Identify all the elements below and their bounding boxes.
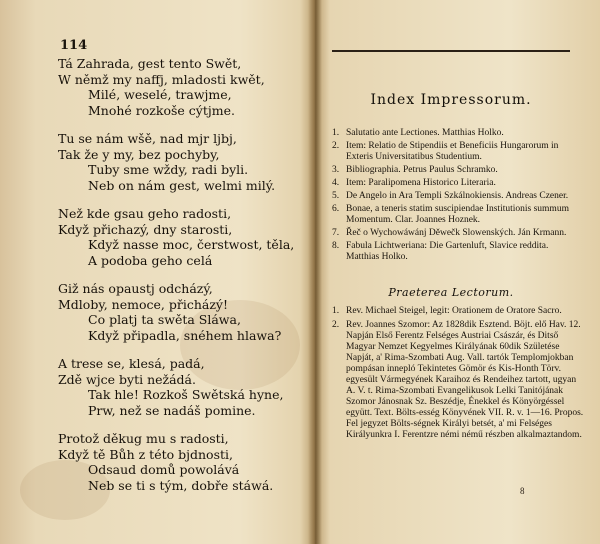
lector-item [332, 320, 584, 441]
index-item [332, 228, 582, 239]
poem-line: Neb on nám gest, welmi milý. [88, 177, 276, 193]
poem-stanza [58, 431, 308, 493]
poem-line: A podoba geho celá [88, 252, 213, 268]
poem-line: Mdloby, nemoce, přicházý! [58, 296, 228, 312]
lectors-list [332, 306, 584, 444]
poem-stanza [58, 206, 308, 268]
poem-line: Milé, weselé, trawjme, [88, 87, 232, 102]
index-list [332, 128, 582, 265]
index-item-number: 1. [332, 128, 340, 138]
poem-line: Co platj ta swěta Sláwa, [88, 312, 241, 327]
index-item-text: Item: Relatio de Stipendiis et Beneficiis Hungarorum in Exteris Universitatibus Studentium. [346, 141, 559, 162]
poem-line: Zdě wjce byti nežádá. [58, 371, 196, 387]
lector-item-number: 2. [332, 320, 340, 330]
lector-item [332, 306, 584, 317]
index-item [332, 241, 582, 263]
lector-item-text: Rev. Michael Steigel, legit: Orationem de Oratore Sacro. [346, 306, 562, 316]
right-page [318, 0, 600, 544]
poem-line: Tak že y my, bez pochyby, [58, 146, 220, 162]
poem-line: Tuby sme wždy, radi byli. [88, 162, 249, 177]
index-item-text: Bonae, a teneris statim suscipiendae Institutionis summum Momentum. Clar. Joannes Hoznek. [346, 204, 569, 225]
poem-line: Odsaud domů powolává [88, 462, 240, 477]
index-item [332, 178, 582, 189]
index-item [332, 191, 582, 202]
poem-line: Neb se ti s tým, dobře stáwá. [88, 477, 274, 493]
header-rule [332, 50, 570, 52]
poem-line: Giž nás opaustj odcházý, [58, 281, 213, 296]
poem-line: Protož děkug mu s radosti, [58, 431, 229, 446]
index-item [332, 165, 582, 176]
index-item-number: 8. [332, 241, 340, 251]
index-item-text: Item: Paralipomena Historico Literaria. [346, 178, 496, 188]
poem-line: Když připadla, snéhem hlawa? [88, 327, 282, 343]
poem-line: W němž my naffj, mladosti kwět, [58, 71, 265, 87]
poem-line: A trese se, klesá, padá, [58, 356, 205, 371]
index-title: Index Impressorum. [370, 92, 532, 108]
index-item-text: Salutatio ante Lectiones. Matthias Holko. [346, 128, 504, 138]
lector-item-text: Rev. Joannes Szomor: Az 1828dik Esztend. Böjt. elő Hav. 12. Napján Első Ferentz Felséges Austriai Császár, és Ditső Magyar Nemzet Kegyelmes Királyának 60dik Születése Napját, a' Rima-Szombati Aug. Vall. tartók Templomjokban pompásan innepló Tekintetes Gömör és Kis-Honth Törv. egyesült Vármegyének Karaihoz és Rendeihez tartott, ugyan A. V. t. Rima-Szombati Evangelikusok Lelki Tanitójának Szomor Jánosnak Sz. Beszédje, Énekkel és Könyörgéssel együtt. Text. Bölts-esség Könyvének VII. R. v. 1—16. Propos. Fel jegyzet Bölts-ségnek Királyi betsét, a' mi Felséges Királyunkra I. Ferentzre némi némű részben alkalmaztandom. [346, 320, 584, 440]
poem-stanza [58, 356, 308, 418]
poem-line: Prw, než se nadáš pomine. [88, 402, 256, 418]
poem-stanza [58, 281, 308, 343]
poem-line: Když přichazý, dny starosti, [58, 221, 233, 237]
index-item [332, 141, 582, 163]
poem-stanza [58, 131, 308, 193]
poem-stanza [58, 56, 308, 118]
poem-line: Mnohé rozkoše cýtjme. [88, 102, 235, 118]
index-item-text: Řeč o Wychowáwánj Děwečk Slowenských. Ján Krmann. [346, 228, 567, 238]
praeterea-title: Praeterea Lectorum. [388, 286, 514, 299]
index-item-text: Fabula Lichtweriana: Die Gartenluft, Slavice reddita. Matthias Holko. [346, 241, 549, 262]
poem [58, 56, 308, 506]
index-item-number: 7. [332, 228, 340, 238]
index-item [332, 204, 582, 226]
signature-mark: 8 [520, 486, 525, 496]
poem-line: Tá Zahrada, gest tento Swět, [58, 56, 242, 71]
poem-line: Když nasse moc, čerstwost, těla, [88, 237, 295, 252]
index-item-number: 2. [332, 141, 340, 151]
poem-line: Tu se nám wšě, nad mjr ljbj, [58, 131, 237, 146]
poem-line: Když tě Bůh z této bjdnosti, [58, 446, 233, 462]
lector-item-number: 1. [332, 306, 340, 316]
index-item-number: 6. [332, 204, 340, 214]
poem-line: Tak hle! Rozkoš Swětská hyne, [88, 387, 284, 402]
index-item-number: 3. [332, 165, 340, 175]
index-item-text: Bibliographia. Petrus Paulus Schramko. [346, 165, 498, 175]
poem-line: Než kde gsau geho radosti, [58, 206, 232, 221]
index-item-number: 4. [332, 178, 340, 188]
index-item-text: De Angelo in Ara Templi Szkálnokiensis. Andreas Czener. [346, 191, 569, 201]
index-item [332, 128, 582, 139]
page-number: 114 [60, 38, 88, 53]
index-item-number: 5. [332, 191, 340, 201]
